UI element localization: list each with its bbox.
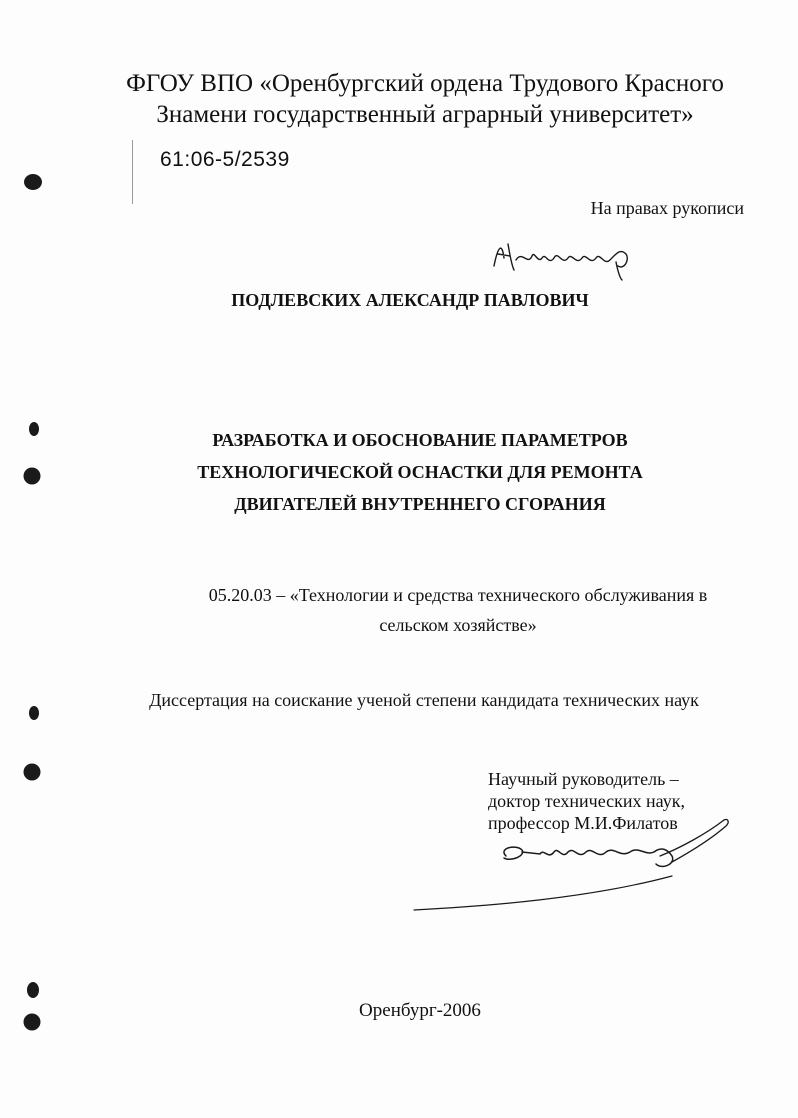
title-line-2: ТЕХНОЛОГИЧЕСКОЙ ОСНАСТКИ ДЛЯ РЕМОНТА — [197, 462, 643, 482]
rights-note: На правах рукописи — [590, 198, 744, 218]
supervisor-line-2: доктор технических наук, — [488, 791, 685, 811]
dissertation-title — [130, 424, 710, 520]
catalog-number: 61:06-5/2539 — [160, 148, 290, 171]
binder-hole-4 — [26, 704, 42, 722]
institution-line-2: Знамени государственный аграрный университет» — [156, 101, 694, 128]
specialty-line-1: 05.20.03 – «Технологии и средства технического обслуживания в — [208, 585, 708, 605]
library-stamp-line — [132, 140, 133, 204]
specialty-line-2: сельском хозяйстве» — [379, 615, 537, 635]
degree-statement: Диссертация на соискание ученой степени кандидата технических наук — [149, 690, 699, 710]
author-signature — [488, 236, 648, 282]
institution-header — [80, 68, 770, 130]
binder-hole-7 — [22, 1012, 42, 1032]
author-name: ПОДЛЕВСКИХ АЛЕКСАНДР ПАВЛОВИЧ — [231, 290, 589, 310]
binder-hole-5 — [22, 762, 42, 782]
supervisor-signature — [410, 812, 740, 916]
binder-hole-1 — [22, 172, 44, 192]
title-line-3: ДВИГАТЕЛЕЙ ВНУТРЕННЕГО СГОРАНИЯ — [234, 494, 606, 514]
title-line-1: РАЗРАБОТКА И ОБОСНОВАНИЕ ПАРАМЕТРОВ — [212, 430, 628, 450]
binder-hole-2 — [26, 420, 42, 438]
supervisor-line-1: Научный руководитель – — [488, 769, 679, 789]
city-year: Оренбург-2006 — [359, 1000, 481, 1021]
supervisor-line-3: профессор М.И.Филатов — [488, 813, 678, 833]
specialty — [178, 580, 738, 640]
institution-line-1: ФГОУ ВПО «Оренбургский ордена Трудового Красного — [126, 70, 724, 97]
binder-hole-3 — [22, 466, 42, 486]
binder-hole-6 — [24, 980, 42, 1000]
